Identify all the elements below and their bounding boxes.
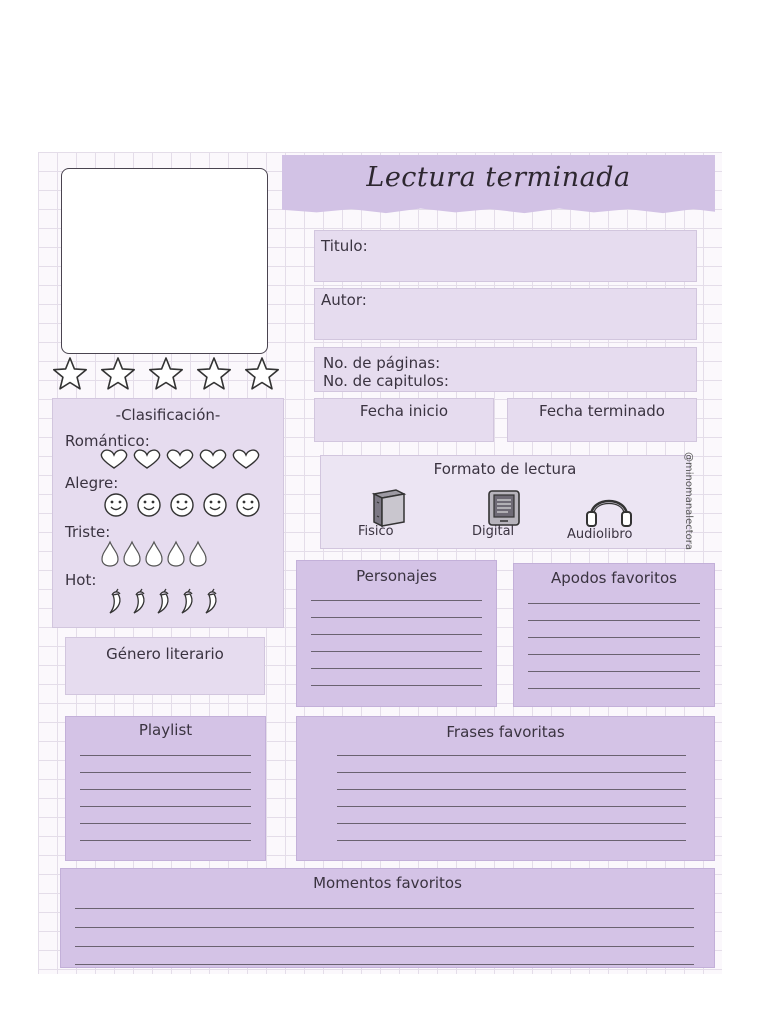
personajes-box[interactable]	[296, 560, 497, 707]
teardrop-rating[interactable]	[100, 540, 220, 572]
writing-line	[75, 927, 694, 928]
smiley-rating[interactable]	[104, 492, 264, 522]
writing-line	[80, 823, 251, 824]
chili-rating[interactable]	[100, 588, 230, 620]
fecha-inicio-label: Fecha inicio	[359, 402, 449, 420]
writing-line	[75, 908, 694, 909]
writing-line	[337, 806, 686, 807]
heart-icon[interactable]	[233, 450, 258, 468]
paginas-field[interactable]	[314, 347, 697, 392]
autor-field[interactable]	[314, 288, 697, 340]
apodos-box[interactable]	[513, 563, 715, 707]
heart-icon[interactable]	[167, 450, 192, 468]
digital-label: Digital	[472, 524, 515, 539]
writing-line	[80, 772, 251, 773]
fecha-terminado-label: Fecha terminado	[539, 402, 665, 420]
fecha-terminado-field[interactable]	[507, 398, 697, 442]
star-outline-icon[interactable]	[150, 358, 182, 389]
star-outline-icon[interactable]	[198, 358, 230, 389]
personajes-title: Personajes	[356, 567, 437, 585]
writing-line	[337, 840, 686, 841]
formato-title: Formato de lectura	[433, 460, 577, 478]
writing-line	[528, 620, 700, 621]
writing-line	[311, 634, 482, 635]
capitulos-label: No. de capitulos:	[323, 372, 449, 390]
frases-box[interactable]	[296, 716, 715, 861]
alegre-label: Alegre:	[65, 474, 119, 492]
chili-pepper-icon[interactable]	[110, 589, 120, 613]
momentos-title: Momentos favoritos	[313, 874, 462, 892]
writing-line	[528, 671, 700, 672]
fecha-inicio-field[interactable]	[314, 398, 494, 442]
hot-label: Hot:	[65, 571, 97, 589]
chili-pepper-icon[interactable]	[134, 589, 144, 613]
writing-line	[80, 789, 251, 790]
writing-line	[80, 755, 251, 756]
chili-pepper-icon[interactable]	[206, 589, 216, 613]
smiley-icon[interactable]	[138, 494, 160, 516]
writing-line	[337, 823, 686, 824]
smiley-icon[interactable]	[204, 494, 226, 516]
star-outline-icon[interactable]	[102, 358, 134, 389]
playlist-box[interactable]	[65, 716, 266, 861]
headphones-icon[interactable]	[584, 486, 634, 528]
teardrop-icon[interactable]	[190, 542, 206, 566]
writing-line	[75, 964, 694, 965]
autor-label: Autor:	[321, 291, 367, 309]
teardrop-icon[interactable]	[102, 542, 118, 566]
momentos-box[interactable]	[60, 868, 715, 968]
genero-title: Género literario	[106, 645, 224, 663]
writing-line	[528, 654, 700, 655]
writing-line	[311, 651, 482, 652]
writing-line	[337, 772, 686, 773]
writing-line	[311, 668, 482, 669]
fisico-label: Fisico	[358, 524, 394, 539]
writing-line	[528, 688, 700, 689]
titulo-field[interactable]	[314, 230, 697, 282]
writing-line	[311, 617, 482, 618]
writing-line	[337, 755, 686, 756]
star-outline-icon[interactable]	[246, 358, 278, 389]
clasificacion-title: -Clasificación-	[115, 406, 221, 424]
romantico-label: Romántico:	[65, 432, 150, 450]
heart-icon[interactable]	[101, 450, 126, 468]
apodos-title: Apodos favoritos	[551, 569, 677, 587]
book-icon[interactable]	[366, 488, 410, 528]
writing-line	[80, 840, 251, 841]
writing-line	[528, 637, 700, 638]
playlist-title: Playlist	[138, 721, 193, 739]
writing-line	[311, 685, 482, 686]
heart-rating[interactable]	[98, 448, 268, 476]
ereader-icon[interactable]	[484, 489, 524, 527]
star-rating[interactable]	[50, 356, 282, 392]
smiley-icon[interactable]	[171, 494, 193, 516]
heart-icon[interactable]	[134, 450, 159, 468]
smiley-icon[interactable]	[105, 494, 127, 516]
teardrop-icon[interactable]	[124, 542, 140, 566]
teardrop-icon[interactable]	[168, 542, 184, 566]
frases-title: Frases favoritas	[446, 723, 565, 741]
paginas-label: No. de páginas:	[323, 354, 441, 372]
handle-text: @minomanalectora	[683, 452, 694, 551]
star-outline-icon[interactable]	[54, 358, 86, 389]
writing-line	[528, 603, 700, 604]
book-cover-frame[interactable]	[61, 168, 268, 354]
smiley-icon[interactable]	[237, 494, 259, 516]
writing-line	[80, 806, 251, 807]
writing-line	[311, 600, 482, 601]
heart-icon[interactable]	[200, 450, 225, 468]
chili-pepper-icon[interactable]	[158, 589, 168, 613]
chili-pepper-icon[interactable]	[182, 589, 192, 613]
audiolibro-label: Audiolibro	[567, 527, 633, 542]
genero-field[interactable]	[65, 637, 265, 695]
writing-line	[75, 946, 694, 947]
page-title: Lectura terminada	[366, 162, 631, 193]
triste-label: Triste:	[65, 523, 111, 541]
titulo-label: Titulo:	[321, 237, 368, 255]
author-handle	[683, 452, 708, 552]
writing-line	[337, 789, 686, 790]
teardrop-icon[interactable]	[146, 542, 162, 566]
